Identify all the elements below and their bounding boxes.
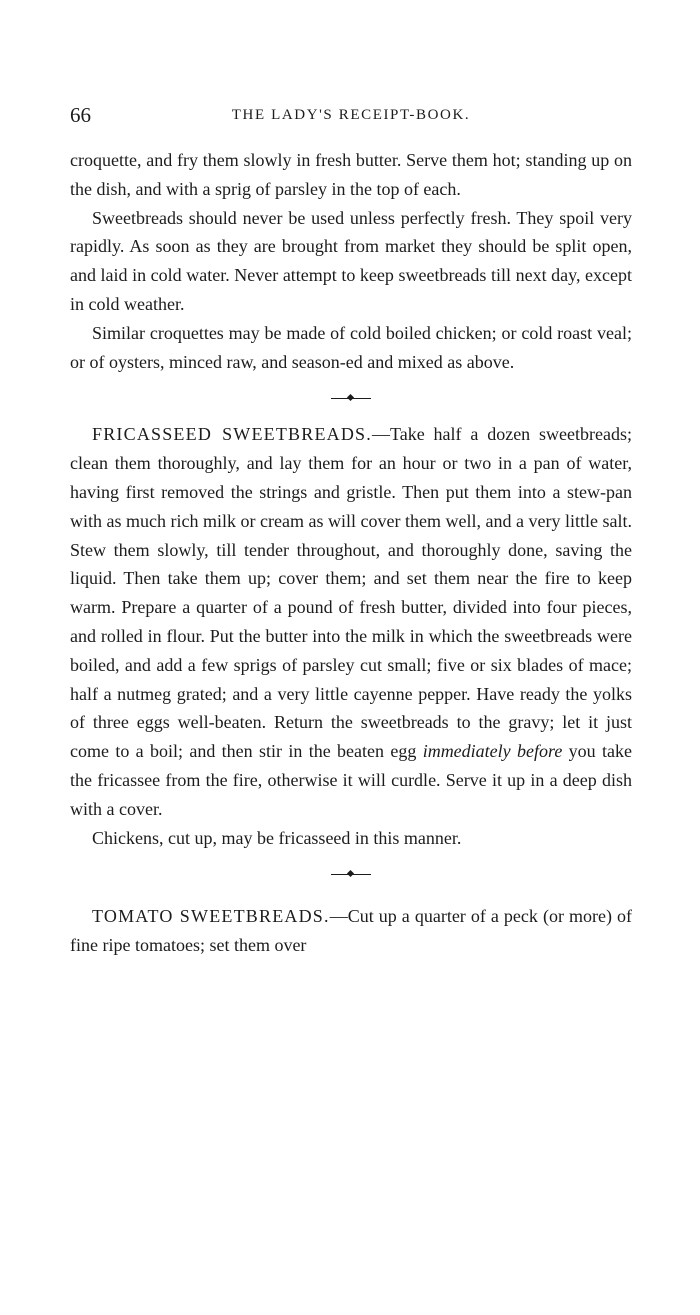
recipe-title: TOMATO SWEETBREADS. — [92, 906, 330, 927]
page-number: 66 — [70, 103, 91, 127]
recipe-tomato-sweetbreads — [70, 902, 632, 960]
book-page — [70, 98, 632, 960]
running-head — [70, 98, 632, 132]
running-title: THE LADY'S RECEIPT-BOOK. — [231, 107, 471, 123]
recipe-body-end: you take the fricassee from the fire, otherwise it will curdle. Serve it up in a deep dish with a cover. — [70, 741, 632, 819]
recipe-body: —Cut up a quarter of a peck (or more) of fine ripe tomatoes; set them over — [70, 906, 632, 956]
divider-ornament-icon — [347, 870, 354, 877]
recipe-title: FRICASSEED SWEETBREADS. — [92, 424, 372, 445]
body-text — [70, 146, 632, 960]
section-divider — [70, 852, 632, 902]
recipe-fricasseed-sweetbreads — [70, 420, 632, 823]
paragraph-similar-croquettes: Similar croquettes may be made of cold boiled chicken; or cold roast veal; or of oysters, minced raw, and season-ed and mixed as above. — [70, 322, 632, 372]
paragraph-croquette-continued: croquette, and fry them slowly in fresh butter. Serve them hot; standing up on the dish, and with a sprig of parsley in the top of each. — [70, 150, 632, 199]
recipe-body: —Take half a dozen sweetbreads; clean them thoroughly, and lay them for an hour or two in a pan of water, having first removed the strings and gristle. Then put them into a stew-pan with as much rich milk or cream as will cover them well, and a very little salt. Stew them slowly, till tender throughout, and thoroughly done, saving the liquid. Then take them up; cover them; and set them near the fire to keep warm. Prepare a quarter of a pound of fresh butter, divided into four pieces, and rolled in flour. Put the butter into the milk in which the sweetbreads were boiled, and add a few sprigs of parsley cut small; five or six blades of mace; half a nutmeg grated; and a very little cayenne pepper. Have ready the yolks of three eggs well-beaten. Return the sweetbreads to the gravy; let it just come to a boil; and then stir in the beaten egg — [70, 424, 632, 762]
section-divider — [70, 376, 632, 420]
divider-ornament-icon — [347, 394, 354, 401]
paragraph-chickens: Chickens, cut up, may be fricasseed in this manner. — [92, 827, 462, 848]
recipe-emphasis: immediately before — [422, 741, 563, 762]
paragraph-sweetbreads-freshness: Sweetbreads should never be used unless perfectly fresh. They spoil very rapidly. As soon as they are brought from market they should be split open, and laid in cold water. Never attempt to keep sweetbreads till next day, except in cold weather. — [70, 207, 632, 314]
